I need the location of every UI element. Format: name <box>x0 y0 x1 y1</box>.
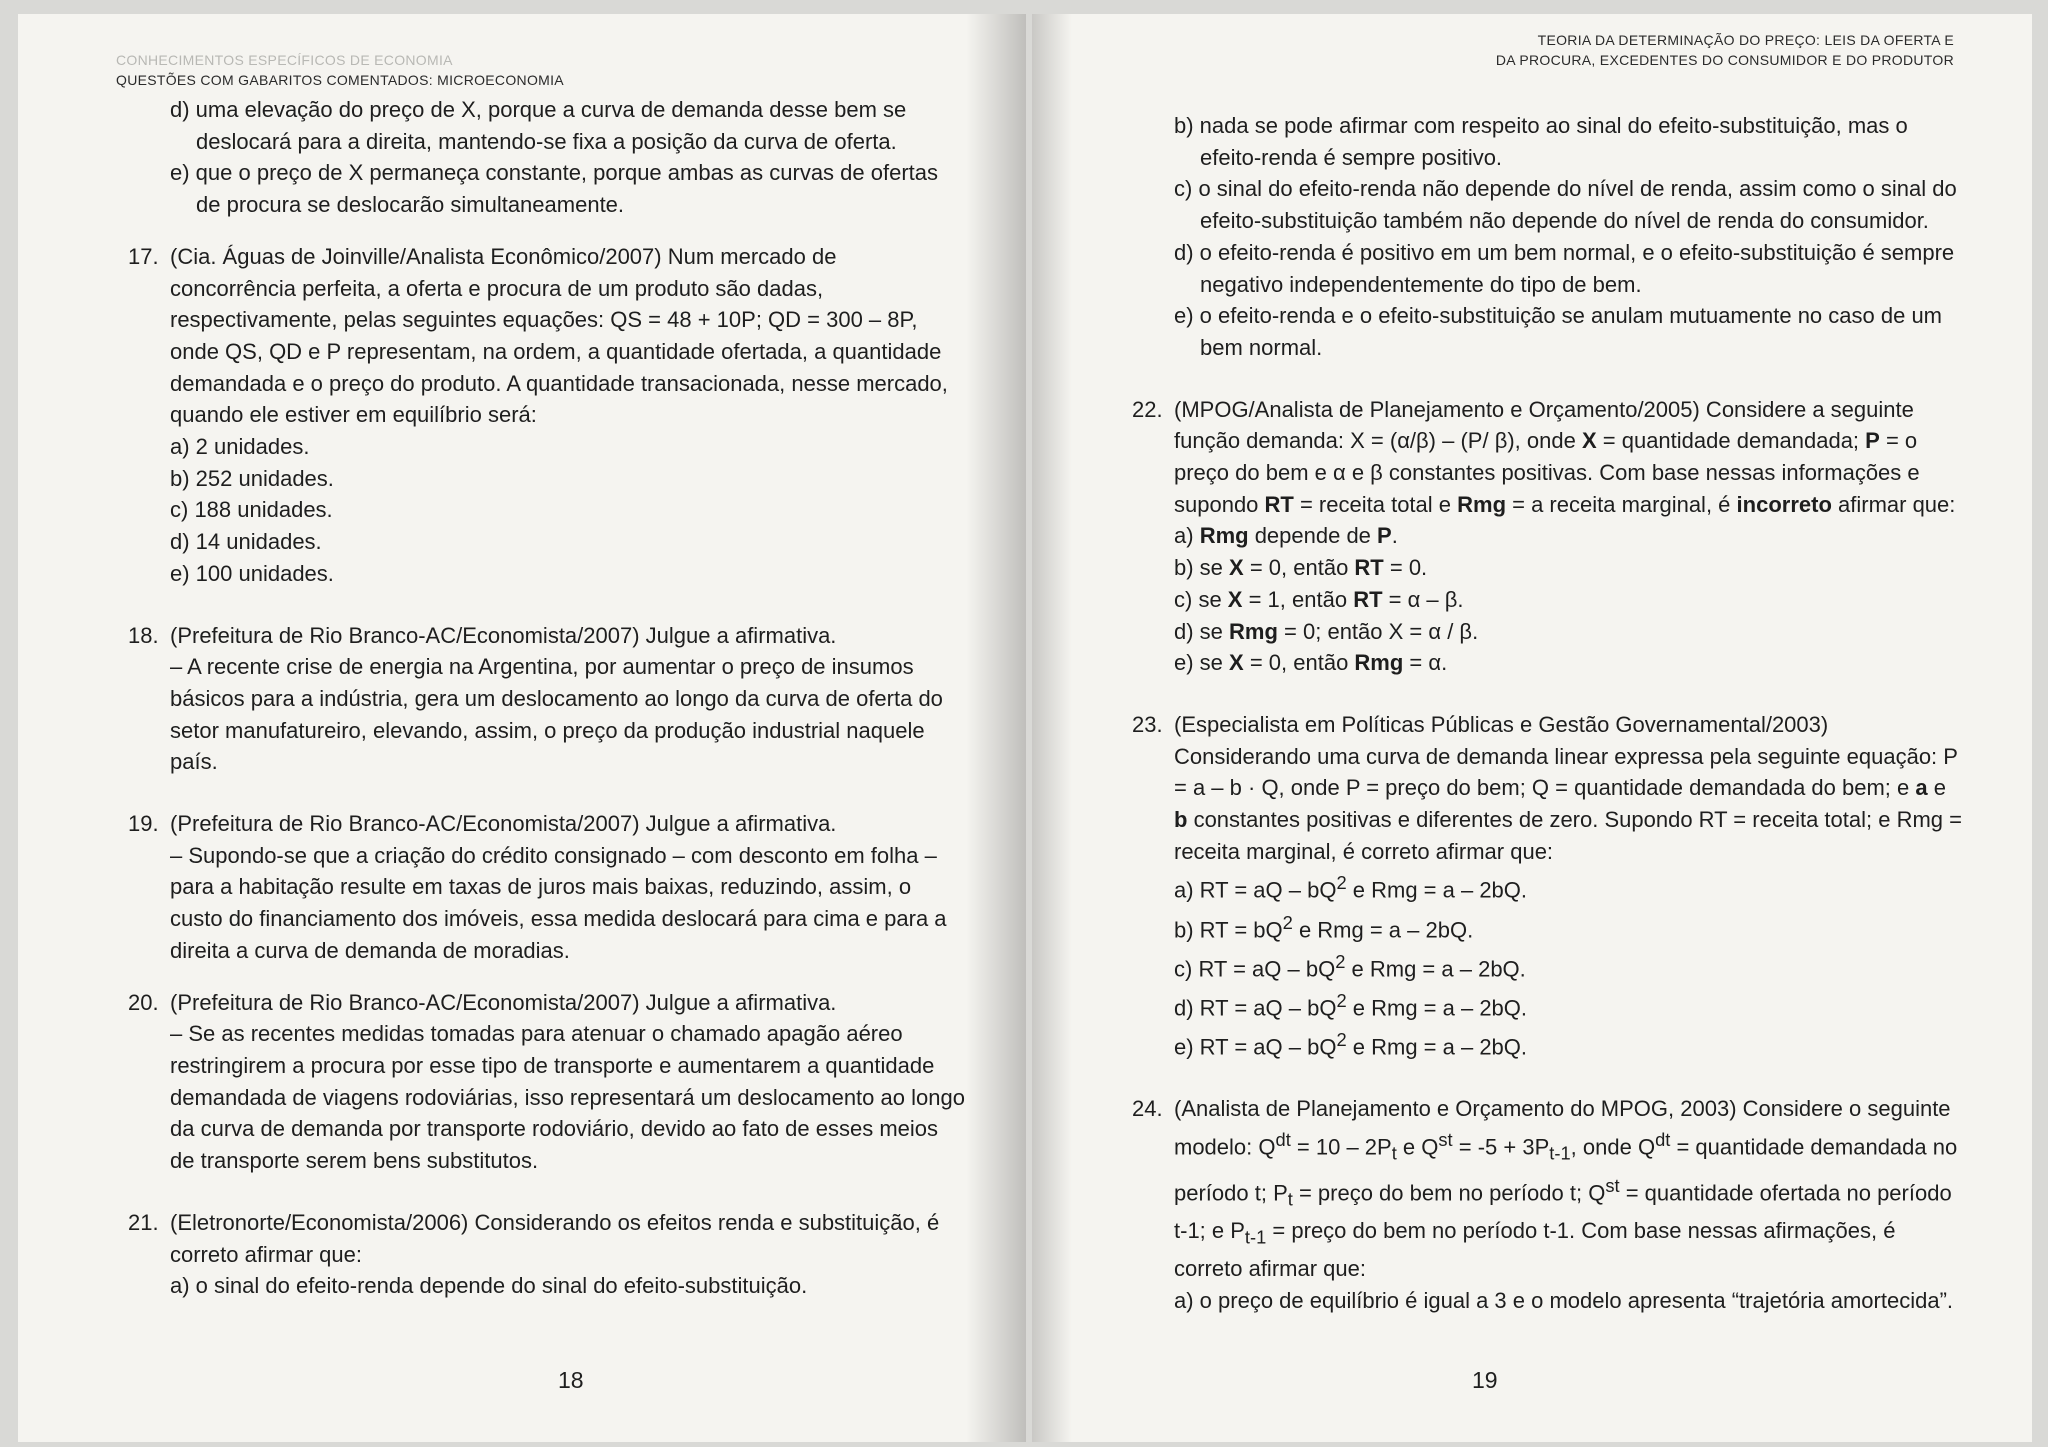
running-head-right <box>1496 30 1954 70</box>
question-stem: (MPOG/Analista de Planejamento e Orçamento/2005) Considere a seguinte função demanda: X = (α/β) – (P/ β), onde X = quantidade demandada; P = o preço do bem e α e β constantes positivas. Com base nessas informações e supondo RT = receita total e Rmg = a receita marginal, é incorreto afirmar que: <box>1174 396 1956 517</box>
question-stem: (Cia. Águas de Joinville/Analista Econômico/2007) Num mercado de concorrência perfeita, a oferta e procura de um produto são dadas, respectivamente, pelas seguintes equações: QS = 48 + 10P; QD = 300 – 8P, onde QS, QD e P representam, na ordem, a quantidade ofertada, a quantidade demandada e o preço do produto. A quantidade transacionada, nesse mercado, quando ele estiver em equilíbrio será: <box>170 243 948 428</box>
option-d: d) o efeito-renda é positivo em um bem normal, e o efeito-substituição é sempre negativo independentemente do tipo de bem. <box>1174 239 1955 297</box>
left-content <box>128 94 968 1302</box>
question-21 <box>128 1207 968 1302</box>
question-statement: – Supondo-se que a criação do crédito consignado – com desconto em folha – para a habitação resulte em taxas de juros mais baixas, reduzindo, assim, o custo do financiamento dos imóveis, essa medida deslocará para cima e para a direita a curva de demanda de moradias. <box>170 842 947 963</box>
question-number: 23. <box>1132 711 1163 737</box>
option-e: e) RT = aQ – $bQ^2$ e Rmg = a – 2bQ. <box>1174 1028 1528 1059</box>
question-stem: (Analista de Planejamento e Orçamento do MPOG, 2003) Considere o seguinte modelo: $Q^{dt} = 10 - 2P_t$ e $Q^{st} = -5 + 3P_{t-1}$, onde $Q^{dt}$ = quantidade demandada no período t; $P_t$ = preço do bem no período t; $Q^{st}$ = quantidade ofertada no período t-1; e $P_{t-1}$ = preço do bem no período t-1. Com base nessas afirmações, é correto afirmar que: <box>1174 1095 1958 1282</box>
page-number: 18 <box>558 1367 584 1393</box>
option-a: a) 2 unidades. <box>170 434 310 460</box>
option-a: a) o sinal do efeito-renda depende do sinal do efeito-substituição. <box>170 1273 808 1299</box>
question-24 <box>1132 1093 1962 1317</box>
question-number: 24. <box>1132 1095 1163 1121</box>
question-number: 19. <box>128 811 159 837</box>
gutter-shadow <box>1032 14 1072 1442</box>
option-e: e) se X = 0, então Rmg = α. <box>1174 650 1448 676</box>
option-a: a) o preço de equilíbrio é igual a 3 e o modelo apresenta “trajetória amortecida”. <box>1174 1287 1954 1313</box>
option-e: e) que o preço de X permaneça constante, porque ambas as curvas de ofertas de procura se deslocarão simultaneamente. <box>170 160 939 218</box>
option-c: c) se X = 1, então RT = α – β. <box>1174 586 1464 612</box>
running-head-line-1: TEORIA DA DETERMINAÇÃO DO PREÇO: LEIS DA OFERTA E <box>1537 32 1954 48</box>
option-b: b) 252 unidades. <box>170 465 334 491</box>
question-statement: – A recente crise de energia na Argentina, por aumentar o preço de insumos básicos para a indústria, gera um deslocamento ao longo da curva de oferta do setor manufatureiro, elevando, assim, o preço da produção industrial naquele país. <box>170 654 943 775</box>
right-content <box>1132 110 1962 1317</box>
option-e: e) o efeito-renda e o efeito-substituição se anulam mutuamente no caso de um bem normal. <box>1174 303 1943 360</box>
question-16-continuation <box>128 94 968 221</box>
question-stem: (Eletronorte/Economista/2006) Considerando os efeitos renda e substituição, é correto afirmar que: <box>170 1209 940 1267</box>
question-number: 20. <box>128 989 159 1015</box>
question-number: 17. <box>128 243 159 269</box>
question-19 <box>128 808 968 967</box>
option-a: a) Rmg depende de P. <box>1174 523 1398 549</box>
running-head-text: QUESTÕES COM GABARITOS COMENTADOS: MICROECONOMIA <box>116 72 564 88</box>
question-20 <box>128 987 968 1177</box>
question-stem: (Prefeitura de Rio Branco-AC/Economista/2007) Julgue a afirmativa. <box>170 989 837 1015</box>
question-23 <box>1132 709 1962 1063</box>
page-number: 19 <box>1472 1367 1498 1393</box>
option-d: d) RT = aQ – $bQ^2$ e Rmg = a – 2bQ. <box>1174 989 1528 1020</box>
option-d: d) 14 unidades. <box>170 529 322 555</box>
question-stem: (Prefeitura de Rio Branco-AC/Economista/2007) Julgue a afirmativa. <box>170 811 837 837</box>
question-stem: (Prefeitura de Rio Branco-AC/Economista/2007) Julgue a afirmativa. <box>170 622 837 648</box>
option-a: a) RT = aQ – $bQ^2$ e Rmg = a – 2bQ. <box>1174 872 1528 903</box>
option-b: b) nada se pode afirmar com respeito ao sinal do efeito-substituição, mas o efeito-renda é sempre positivo. <box>1174 113 1908 170</box>
gutter-shadow <box>966 14 1026 1442</box>
option-b: b) se X = 0, então RT = 0. <box>1174 555 1428 581</box>
question-number: 22. <box>1132 396 1163 422</box>
question-22 <box>1132 394 1962 679</box>
question-number: 18. <box>128 622 159 648</box>
running-head-bleedthrough: CONHECIMENTOS ESPECÍFICOS DE ECONOMIA <box>116 52 453 68</box>
running-head-left <box>116 50 564 90</box>
left-page <box>18 14 1026 1442</box>
right-page <box>1032 14 2032 1442</box>
question-number: 21. <box>128 1209 159 1235</box>
question-17 <box>128 241 968 590</box>
option-b: b) RT = $bQ^2$ e Rmg = a – 2bQ. <box>1174 911 1474 942</box>
option-d: d) se Rmg = 0; então X = α / β. <box>1174 618 1479 644</box>
question-statement: – Se as recentes medidas tomadas para atenuar o chamado apagão aéreo restringirem a procura por esse tipo de transporte e aumentarem a quantidade demandada de viagens rodoviárias, isso representará um deslocamento ao longo da curva de demanda por transporte rodoviário, devido ao fato de esses meios de transporte serem bens substitutos. <box>170 1021 965 1174</box>
question-stem: (Especialista em Políticas Públicas e Gestão Governamental/2003) Considerando uma curva de demanda linear expressa pela seguinte equação: P = a – b · Q, onde P = preço do bem; Q = quantidade demandada do bem; e a e b constantes positivas e diferentes de zero. Supondo RT = receita total; e Rmg = receita marginal, é correto afirmar que: <box>1174 711 1962 864</box>
question-18 <box>128 620 968 779</box>
question-21-continuation <box>1132 110 1962 364</box>
option-c: c) o sinal do efeito-renda não depende do nível de renda, assim como o sinal do efeito-substituição também não depende do nível de renda do consumidor. <box>1174 176 1957 234</box>
option-c: c) 188 unidades. <box>170 497 333 523</box>
running-head-line-2: DA PROCURA, EXCEDENTES DO CONSUMIDOR E DO PRODUTOR <box>1495 52 1954 68</box>
option-e: e) 100 unidades. <box>170 560 334 586</box>
option-c: c) RT = aQ – $bQ^2$ e Rmg = a – 2bQ. <box>1174 950 1526 981</box>
option-d: d) uma elevação do preço de X, porque a curva de demanda desse bem se deslocará para a direita, mantendo-se fixa a posição da curva de oferta. <box>170 97 907 154</box>
